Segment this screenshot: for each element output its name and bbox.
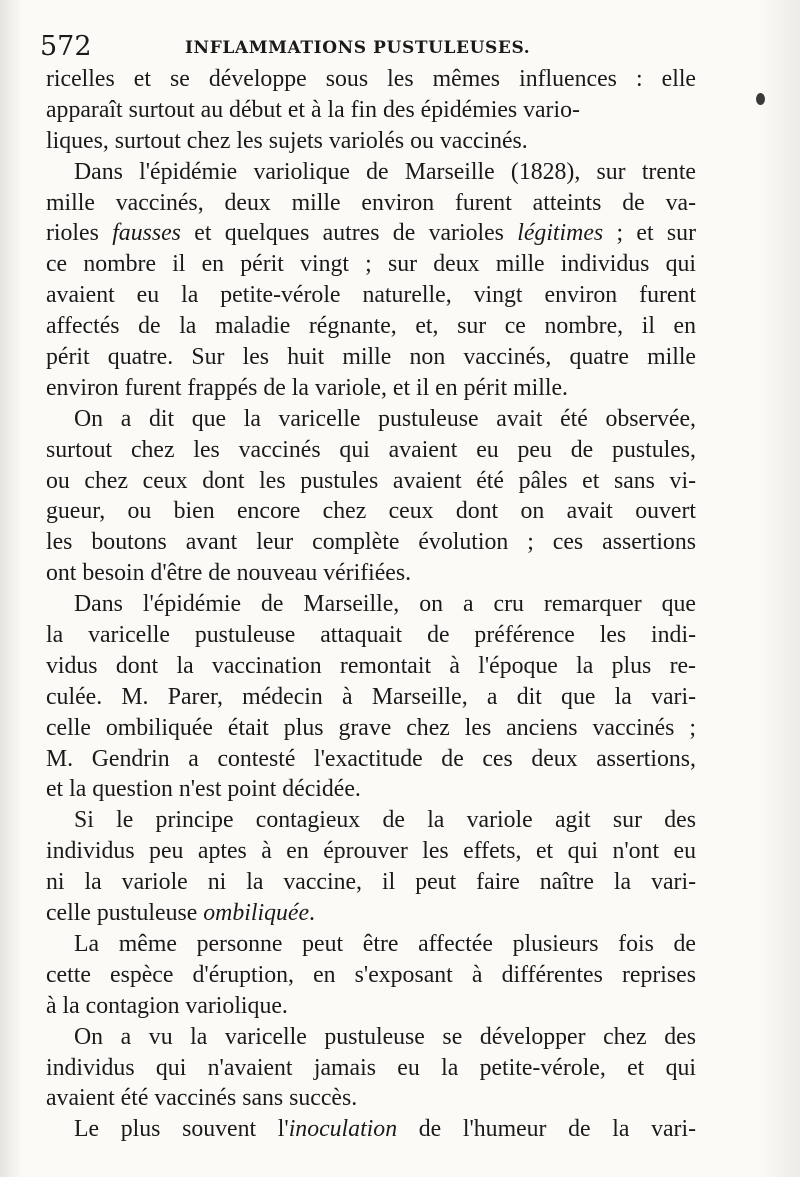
text-run: Dans l'épidémie de Marseille, on a cru remarquer que <box>74 591 696 618</box>
text-line-31 <box>46 991 696 1022</box>
text-run: M. Gendrin a contesté l'exactitude de ces deux assertions, <box>46 745 696 772</box>
text-line-32 <box>46 1022 696 1053</box>
text-line-34 <box>46 1083 696 1114</box>
text-line-22 <box>46 713 696 744</box>
text-line-05 <box>46 188 696 219</box>
text-run: les boutons avant leur complète évolution ; ces assertions <box>46 529 696 556</box>
text-run: Le plus souvent l' <box>74 1116 289 1143</box>
text-run: celle ombiliquée était plus grave chez les anciens vaccinés ; <box>46 714 696 741</box>
text-run: périt quatre. Sur les huit mille non vaccinés, quatre mille <box>46 344 696 371</box>
text-run: et quelques autres de varioles <box>180 220 518 247</box>
text-line-27 <box>46 867 696 898</box>
italic-text: inoculation <box>288 1116 398 1143</box>
text-run: individus peu aptes à en éprouver les effets, et qui n'ont eu <box>46 838 696 865</box>
text-run: liques, surtout chez les sujets variolés ou vaccinés. <box>46 127 528 154</box>
text-line-21 <box>46 682 696 713</box>
text-line-25 <box>46 805 696 836</box>
text-run: gueur, ou bien encore chez ceux dont on avait ouvert <box>46 498 696 525</box>
ink-spot <box>756 93 765 105</box>
text-run: et la question n'est point décidée. <box>46 776 361 803</box>
text-run: La même personne peut être affectée plusieurs fois de <box>74 930 696 957</box>
text-run: à la contagion variolique. <box>46 992 288 1019</box>
text-run: Dans l'épidémie variolique de Marseille (1828), sur trente <box>74 158 696 185</box>
text-run: vidus dont la vaccination remontait à l'époque la plus re- <box>46 652 696 679</box>
text-line-10 <box>46 342 696 373</box>
text-run: la varicelle pustuleuse attaquait de préférence les indi- <box>46 622 696 649</box>
text-run: Si le principe contagieux de la variole agit sur des <box>74 807 696 834</box>
italic-text: fausses <box>112 220 181 247</box>
text-line-26 <box>46 836 696 867</box>
text-run: . <box>309 900 315 927</box>
italic-text: ombiliquée <box>203 900 310 927</box>
text-run: ricelles et se développe sous les mêmes influences : elle <box>46 66 696 92</box>
page-edge-shadow-right <box>760 0 800 1177</box>
text-run: ni la variole ni la vaccine, il peut faire naître la vari- <box>46 869 696 896</box>
text-run: individus qui n'avaient jamais eu la petite-vérole, et qui <box>46 1054 696 1081</box>
text-line-16 <box>46 527 696 558</box>
text-line-17 <box>46 558 696 589</box>
text-line-08 <box>46 280 696 311</box>
italic-text: légitimes <box>517 220 604 247</box>
page-number: 572 <box>40 31 92 62</box>
text-run: avaient eu la petite-vérole naturelle, vingt environ furent <box>46 282 696 309</box>
body-text <box>46 64 696 1145</box>
text-line-30 <box>46 960 696 991</box>
text-line-28 <box>46 898 696 929</box>
text-line-09 <box>46 311 696 342</box>
text-run: de l'humeur de la vari- <box>397 1116 697 1143</box>
text-line-12 <box>46 404 696 435</box>
text-line-18 <box>46 589 696 620</box>
text-run: celle pustuleuse <box>46 900 204 927</box>
text-run: On a vu la varicelle pustuleuse se développer chez des <box>74 1023 696 1050</box>
text-run: cette espèce d'éruption, en s'exposant à différentes reprises <box>46 961 696 988</box>
text-run: avaient été vaccinés sans succès. <box>46 1085 358 1112</box>
text-run: affectés de la maladie régnante, et, sur ce nombre, il en <box>46 313 696 340</box>
text-run: environ furent frappés de la variole, et il en périt mille. <box>46 374 569 401</box>
text-line-15 <box>46 496 696 527</box>
page-edge-shadow-left <box>0 0 22 1177</box>
text-run: mille vaccinés, deux mille environ furent atteints de va- <box>46 189 696 216</box>
text-line-03 <box>46 126 696 157</box>
running-title: INFLAMMATIONS PUSTULEUSES. <box>185 38 531 58</box>
text-run: rioles <box>46 220 113 247</box>
text-line-13 <box>46 435 696 466</box>
text-run: ont besoin d'être de nouveau vérifiées. <box>46 560 412 587</box>
text-run: ; et sur <box>603 220 696 247</box>
text-line-07 <box>46 249 696 280</box>
text-line-02 <box>46 95 696 126</box>
text-line-01 <box>46 64 696 95</box>
text-run: surtout chez les vaccinés qui avaient eu peu de pustules, <box>46 436 696 463</box>
text-line-29 <box>46 929 696 960</box>
text-line-14 <box>46 466 696 497</box>
text-line-19 <box>46 620 696 651</box>
text-run: culée. M. Parer, médecin à Marseille, a dit que la vari- <box>46 683 696 710</box>
text-line-11 <box>46 373 696 404</box>
text-line-20 <box>46 651 696 682</box>
text-run: apparaît surtout au début et à la fin des épidémies vario- <box>46 96 580 123</box>
page-header <box>40 30 680 64</box>
text-line-35 <box>46 1114 696 1145</box>
text-line-33 <box>46 1053 696 1084</box>
text-line-04 <box>46 157 696 188</box>
text-line-23 <box>46 744 696 775</box>
text-run: ce nombre il en périt vingt ; sur deux mille individus qui <box>46 251 696 278</box>
text-line-24 <box>46 774 696 805</box>
text-run: On a dit que la varicelle pustuleuse avait été observée, <box>74 405 696 432</box>
text-run: ou chez ceux dont les pustules avaient été pâles et sans vi- <box>46 467 696 494</box>
text-line-06 <box>46 218 696 249</box>
